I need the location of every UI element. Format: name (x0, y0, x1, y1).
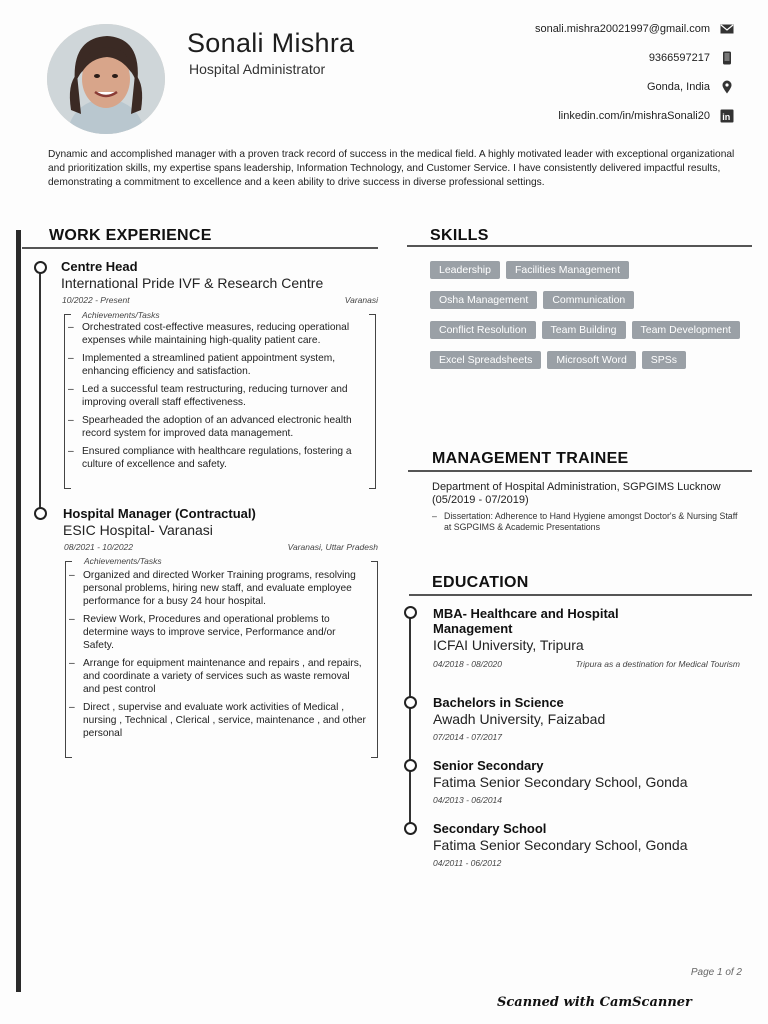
education-degree: MBA- Healthcare and Hospital Management (433, 606, 619, 636)
location-text: Gonda, India (647, 81, 710, 93)
phone-text: 9366597217 (648, 52, 710, 64)
education-timeline-dot (404, 822, 417, 835)
job-dates: 10/2022 - Present (62, 295, 130, 305)
list-item: – Organized and directed Worker Training programs, resolving personal problems, hiring new staff, and evaluate employee performance for a busy 24 hour hospital. (67, 569, 367, 608)
list-item: – Led a successful team restructuring, reducing turnover and improving overall staff effectiveness. (66, 383, 364, 409)
list-item: – Review Work, Procedures and operational problems to determine ways to improve service, Performance and/or Safety. (67, 613, 367, 652)
candidate-name: Sonali Mishra (187, 28, 355, 58)
education-institution: Awadh University, Faizabad (433, 711, 606, 727)
work-experience-divider (22, 247, 378, 249)
page-left-bar (16, 230, 21, 992)
education-thesis-note: Tripura as a destination for Medical Tourism (575, 659, 740, 669)
education-institution: ICFAI University, Tripura (433, 637, 584, 653)
contact-email[interactable] (535, 22, 734, 36)
education-degree: Secondary School (433, 821, 547, 836)
svg-text:in: in (722, 112, 731, 122)
contact-phone[interactable] (649, 51, 734, 65)
job-title: Centre Head (61, 259, 138, 274)
skill-chip: Conflict Resolution (430, 321, 536, 339)
list-item: – Orchestrated cost-effective measures, reducing operational expenses while maintaining high-quality patient care. (66, 321, 364, 347)
education-degree: Bachelors in Science (433, 695, 564, 710)
contact-location (647, 80, 734, 94)
education-heading: EDUCATION (432, 574, 529, 591)
scanner-watermark: Scanned with CamScanner (497, 995, 692, 1010)
skill-chip: Excel Spreadsheets (430, 351, 541, 369)
task-bracket-right (369, 314, 376, 489)
work-timeline-line (39, 270, 41, 512)
education-degree: Senior Secondary (433, 758, 544, 773)
job-task-list (66, 321, 364, 476)
education-dates: 04/2011 - 06/2012 (433, 858, 502, 868)
achievements-label: Achievements/Tasks (82, 310, 160, 320)
trainee-dissertation: – Dissertation: Adherence to Hand Hygiene amongst Doctor's & Nursing Staff at SGPGIMS & Academic Presentations (432, 511, 742, 533)
skill-chip: Team Building (542, 321, 626, 339)
job-dates: 08/2021 - 10/2022 (64, 542, 134, 552)
list-item: – Implemented a streamlined patient appointment system, enhancing efficiency and satisfaction. (66, 352, 364, 378)
email-text: sonali.mishra20021997@gmail.com (534, 23, 710, 35)
linkedin-icon (720, 109, 734, 123)
education-dates: 04/2018 - 08/2020 (433, 659, 503, 669)
management-trainee-divider (408, 470, 752, 472)
work-experience-heading: WORK EXPERIENCE (49, 227, 212, 244)
job-title: Hospital Manager (Contractual) (63, 506, 256, 521)
profile-summary: Dynamic and accomplished manager with a proven track record of success in the medical field. A highly motivated leader with exceptional organizational and prioritization skills, my expertise spans leadership, Information Technology, and Customer Service. I have consistently delivered impactful results, demonstrating a commitment to excellence and a keen ability to drive success in diverse professional settings. (48, 149, 735, 188)
page-number: Page 1 of 2 (690, 967, 742, 978)
profile-photo (47, 24, 165, 134)
job-organization: International Pride IVF & Research Centre (61, 275, 324, 291)
education-divider (409, 594, 752, 596)
work-timeline-dot (34, 261, 47, 274)
education-timeline-dot (404, 606, 417, 619)
task-bracket-right (371, 561, 378, 758)
list-item: – Arrange for equipment maintenance and repairs , and repairs, and coordinate a variety of services such as waste removal and pest control (67, 657, 367, 696)
linkedin-text: linkedin.com/in/mishraSonali20 (558, 110, 710, 122)
avatar (47, 24, 165, 134)
job-location: Varanasi (344, 295, 378, 305)
achievements-label: Achievements/Tasks (84, 556, 162, 566)
contact-linkedin[interactable] (558, 109, 734, 123)
trainee-organization: Department of Hospital Administration, SGPGIMS Lucknow (05/2019 - 07/2019) (432, 481, 721, 506)
skill-chip: Team Development (632, 321, 740, 339)
education-timeline-dot (404, 759, 417, 772)
education-institution: Fatima Senior Secondary School, Gonda (433, 774, 688, 790)
skills-heading: SKILLS (430, 227, 489, 244)
list-item: – Ensured compliance with healthcare regulations, fostering a culture of excellence and safety. (66, 445, 364, 471)
skill-chip: Communication (543, 291, 634, 309)
location-pin-icon (720, 80, 734, 94)
skill-chip: Facilities Management (506, 261, 629, 279)
job-task-list (67, 569, 367, 745)
skill-chip: Leadership (430, 261, 500, 279)
management-trainee-heading: MANAGEMENT TRAINEE (432, 450, 629, 467)
education-timeline-line (409, 618, 411, 828)
skills-list (430, 261, 740, 369)
education-dates: 04/2013 - 06/2014 (433, 795, 503, 805)
job-organization: ESIC Hospital- Varanasi (63, 522, 213, 538)
email-icon (720, 22, 734, 36)
education-institution: Fatima Senior Secondary School, Gonda (433, 837, 688, 853)
education-timeline-dot (404, 696, 417, 709)
candidate-role: Hospital Administrator (189, 61, 326, 77)
skill-chip: Microsoft Word (547, 351, 635, 369)
phone-icon (720, 51, 734, 65)
skill-chip: SPSs (642, 351, 686, 369)
skill-chip: Osha Management (430, 291, 537, 309)
work-timeline-dot (34, 507, 47, 520)
job-location: Varanasi, Uttar Pradesh (287, 542, 378, 552)
list-item: – Direct , supervise and evaluate work activities of Medical , nursing , Technical , Clerical , service, maintenance , and other personal (67, 701, 367, 740)
skills-divider (407, 245, 752, 247)
education-dates: 07/2014 - 07/2017 (433, 732, 503, 742)
list-item: – Spearheaded the adoption of an advanced electronic health record system for improved data management. (66, 414, 364, 440)
